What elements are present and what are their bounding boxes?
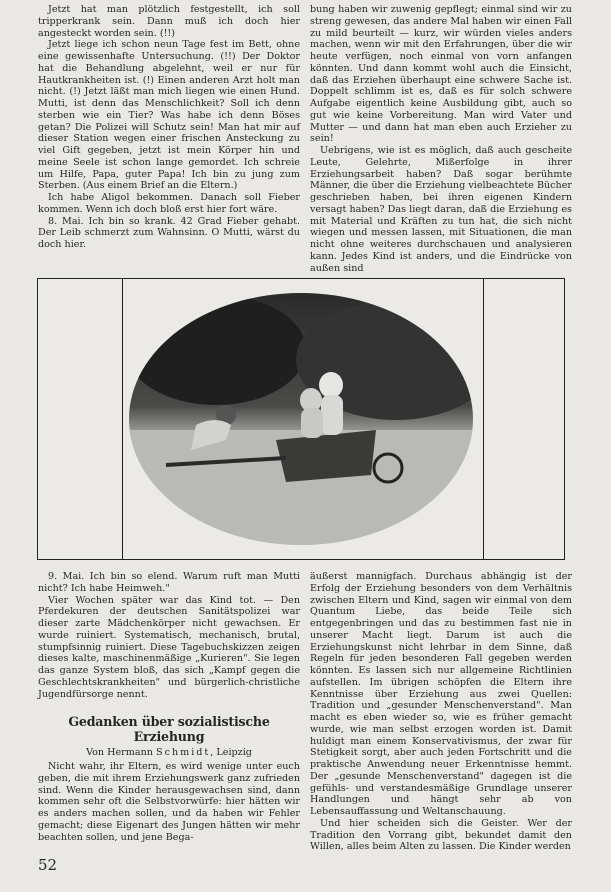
left-column-bottom — [38, 571, 300, 843]
right-column-bottom — [310, 571, 572, 853]
paragraph: Uebrigens, wie ist es möglich, daß auch gescheite Leute, Gelehrte, Mißerfolge in ihrer Erziehungsarbeit haben? Daß sogar berühmte Männer, die über die Erziehung vielbeachtete Bücher geschrieben haben, bei ihren eigenen Kindern versagt haben? Das liegt daran, daß die Erziehung es mit Material und Kräften zu tun hat, die sich nicht wiegen und messen lassen, mit Situationen, die man nicht ohne weiteres durchschauen und analysieren kann. Jedes Kind ist anders, und die Eindrücke von außen sind — [310, 145, 572, 274]
author-name: Schmidt — [156, 747, 211, 759]
right-column-top — [310, 4, 572, 274]
paragraph: Nicht wahr, ihr Eltern, es wird wenige unter euch geben, die mit ihrem Erziehungswerk ganz zufrieden sind. Wenn die Kinder herausgewachsen sind, dann kommen sehr oft die Selbstvorwürfe: hier hätten wir es anders machen sollen, und da haben wir Fehler gemacht; diese Eigenart des Jungen hätten wir mehr beachten sollen, und jene Bega- — [38, 761, 300, 843]
photo-figure — [37, 278, 565, 560]
paragraph: bung haben wir zuwenig gepflegt; einmal sind wir zu streng gewesen, das andere Mal haben wir einen Fall zu mild beurteilt — kurz, wir würden vieles anders machen, wenn wir mit den Erfahrungen, über die wir heute verfügen, noch einmal von vorn anfangen könnten. Und dann kommt wohl auch die Einsicht, daß das Erziehen überhaupt eine schwere Sache ist. Doppelt schlimm ist es, daß es für solch schwere Aufgabe eigentlich keine Ausbildung gibt, auch so gut wie keine Vorbereitung. Man wird Vater und Mutter — und dann hat man eben auch Erzieher zu sein! — [310, 4, 572, 145]
paragraph: Und hier scheiden sich die Geister. Wer der Tradition den Vorrang gibt, bekundet damit den Willen, alles beim Alten zu lassen. Die Kinder werden — [310, 817, 572, 853]
paragraph: 9. Mai. Ich bin so elend. Warum ruft man Mutti nicht? Ich habe Heimweh." — [38, 571, 300, 594]
paragraph: Vier Wochen später war das Kind tot. — Den Pferdekuren der deutschen Sanitätspolizei war dieser zarte Mädchenkörper nicht gewachsen. Er wurde ruiniert. Systematisch, mechanisch, brutal, stumpfsinnig ruiniert. Diese Tagebuchskizzen zeigen dieses kalte, maschinenmäßige „Kurieren". Sie legen das ganze System bloß, das sich „Kampf gegen die Geschlechtskrankheiten" und bürgerlich-christliche Jugendfürsorge nennt. — [38, 594, 300, 700]
byline-suffix: , Leipzig — [210, 747, 252, 759]
oval-photo-children-with-cart — [126, 290, 476, 548]
paragraph: 8. Mai. Ich bin so krank. 42 Grad Fieber gehabt. Der Leib schmerzt zum Wahnsinn. O Mutti, wärst du doch hier. — [38, 215, 300, 250]
article-byline — [38, 747, 300, 759]
byline-prefix: Von Hermann — [86, 747, 153, 759]
paragraph: Ich habe Aligol bekommen. Danach soll Fieber kommen. Wenn ich doch bloß erst hier fort wäre. — [38, 192, 300, 215]
page-number: 52 — [38, 856, 58, 874]
paragraph: Jetzt liege ich schon neun Tage fest im Bett, ohne eine gewissenhafte Untersuchung. (!!) Der Doktor hat die Behandlung abgelehnt, weil er nur für Hautkrankheiten ist. (!) Einen anderen Arzt holt man nicht. (!) Jetzt läßt man mich liegen wie einen Hund. Mutti, ist denn das Menschlichkeit? Soll ich denn sterben wie ein Tier? Was habe ich denn Böses getan? Die Polizei will Schutz sein! Man hat mir auf dieser Station wegen einer frischen Ansteckung zu viel Gift gegeben, jetzt ist mein Körper hin und meine Seele ist schon lange gemordet. Ich schreie um Hilfe, Papa, guter Papa! Ich bin zu jung zum Sterben. (Aus einem Brief an die Eltern.) — [38, 39, 300, 192]
paragraph: Jetzt hat man plötzlich festgestellt, ich soll tripperkrank sein. Dann muß ich doch hier angesteckt worden sein. (!!) — [38, 4, 300, 39]
frame-divider — [122, 279, 123, 559]
paragraph: äußerst mannigfach. Durchaus abhängig ist der Erfolg der Erziehung besonders von dem Verhältnis zwischen Eltern und Kind, sagen wir einmal von dem Quantum Liebe, das beide Teile sich entgegenbringen und das zu bestimmen fast nie in unserer Macht liegt. Darum ist auch die Erziehungskunst nicht lehrbar in dem Sinne, daß Regeln für jeden besonderen Fall gegeben werden könnten. Es lassen sich nur allgemeine Richtlinien aufstellen. Im übrigen schöpfen die Eltern ihre Kenntnisse über Erziehung aus zwei Quellen: Tradition und „gesunder Menschenverstand". Man macht es eben wieder so, wie es früher gemacht wurde, wie man selbst erzogen worden ist. Damit huldigt man einem Konservativismus, der zwar für Stetigkeit sorgt, aber auch jeden Fortschritt und die praktische Anwendung neuer Erkenntnisse hemmt. Der „gesunde Menschenverstand" dagegen ist die gefühls- und verstandesmäßige Grundlage unserer Handlungen und hängt sehr ab von Lebensauffassung und Weltanschauung. — [310, 571, 572, 817]
frame-divider — [483, 279, 484, 559]
left-column-top — [38, 4, 300, 251]
article-title: Gedanken über sozialistische Erziehung — [68, 714, 270, 745]
